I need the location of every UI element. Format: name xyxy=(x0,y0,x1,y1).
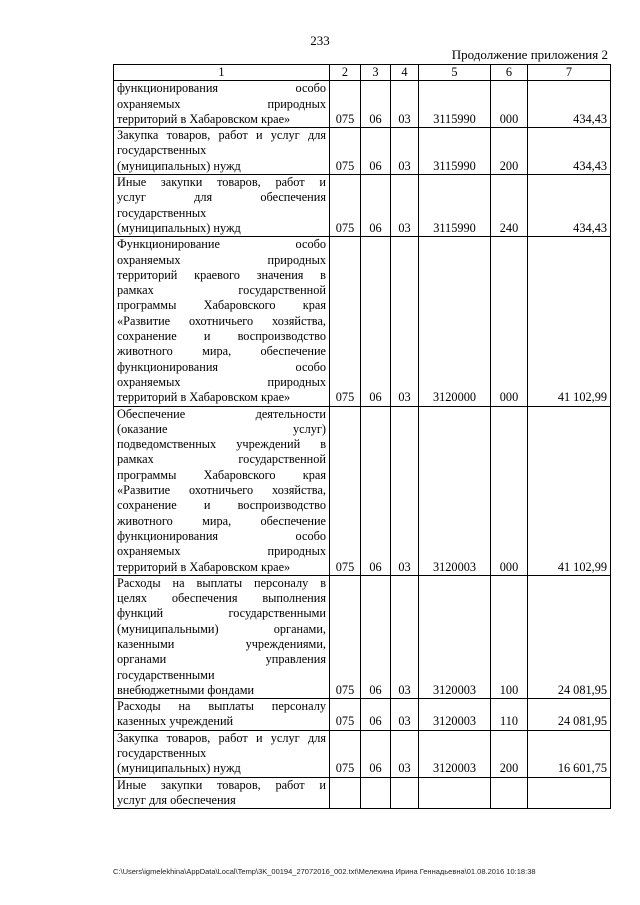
description-line: рамках государственной xyxy=(117,452,326,467)
code-admin-cell: 075 xyxy=(330,730,361,777)
code-admin-cell: 075 xyxy=(330,237,361,406)
code-expense-type-cell xyxy=(491,777,528,809)
row-description xyxy=(114,699,330,731)
code-expense-type-cell: 110 xyxy=(491,699,528,731)
code-section-cell: 06 xyxy=(361,575,391,698)
code-target-cell: 3120003 xyxy=(419,699,491,731)
code-section-cell: 06 xyxy=(361,175,391,237)
table-row xyxy=(114,575,611,698)
code-section-cell: 06 xyxy=(361,730,391,777)
code-target-cell: 3115990 xyxy=(419,128,491,175)
table-row xyxy=(114,406,611,575)
description-line: Закупка товаров, работ и услуг для xyxy=(117,128,326,143)
code-section-cell: 06 xyxy=(361,237,391,406)
table-row xyxy=(114,237,611,406)
code-section-cell: 06 xyxy=(361,81,391,128)
amount-cell: 41 102,99 xyxy=(528,406,611,575)
description-line: подведомственных учреждений в xyxy=(117,437,326,452)
code-expense-type-cell: 000 xyxy=(491,81,528,128)
description-line: государственных xyxy=(117,746,207,761)
column-header: 1 xyxy=(114,65,330,81)
description-line: (муниципальных) нужд xyxy=(117,761,241,776)
code-subsection-cell: 03 xyxy=(391,128,419,175)
code-subsection-cell: 03 xyxy=(391,175,419,237)
row-description xyxy=(114,237,330,406)
code-target-cell xyxy=(419,777,491,809)
column-header: 3 xyxy=(361,65,391,81)
table-header-row xyxy=(114,65,611,81)
code-subsection-cell: 03 xyxy=(391,730,419,777)
code-target-cell: 3120003 xyxy=(419,575,491,698)
description-line: услуг для обеспечения xyxy=(117,792,236,807)
code-expense-type-cell: 240 xyxy=(491,175,528,237)
description-line: территорий в Хабаровском крае» xyxy=(117,559,291,574)
file-path-footer: C:\Users\igmelekhina\AppData\Local\Temp\3K_00194_27072016_002.txt\Мелехина Ирина Геннадьевна\01.08.2016 10:18:38 xyxy=(113,867,536,876)
code-target-cell: 3115990 xyxy=(419,175,491,237)
table-row xyxy=(114,175,611,237)
row-description xyxy=(114,406,330,575)
amount-cell xyxy=(528,777,611,809)
description-line: казенными учреждениями, xyxy=(117,636,326,651)
column-header: 5 xyxy=(419,65,491,81)
column-header: 6 xyxy=(491,65,528,81)
description-line: услуг для обеспечения xyxy=(117,190,326,205)
budget-table xyxy=(113,64,611,809)
table-row xyxy=(114,730,611,777)
description-line: государственных xyxy=(117,205,207,220)
description-line: (оказание услуг) xyxy=(117,421,326,436)
code-target-cell: 3120003 xyxy=(419,406,491,575)
description-line: Функционирование особо xyxy=(117,237,326,252)
table-row xyxy=(114,699,611,731)
code-admin-cell xyxy=(330,777,361,809)
amount-cell: 16 601,75 xyxy=(528,730,611,777)
description-line: территорий краевого значения в xyxy=(117,267,326,282)
description-line: программы Хабаровского края xyxy=(117,298,326,313)
continuation-label: Продолжение приложения 2 xyxy=(451,47,608,62)
code-subsection-cell: 03 xyxy=(391,81,419,128)
page-number: 233 xyxy=(310,33,330,48)
description-line: функционирования особо xyxy=(117,528,326,543)
description-line: территорий в Хабаровском крае» xyxy=(117,390,291,405)
column-header: 2 xyxy=(330,65,361,81)
description-line: охраняемых природных xyxy=(117,544,326,559)
description-line: функционирования особо xyxy=(117,81,326,96)
code-admin-cell: 075 xyxy=(330,128,361,175)
code-subsection-cell xyxy=(391,777,419,809)
code-admin-cell: 075 xyxy=(330,699,361,731)
description-line: «Развитие охотничьего хозяйства, xyxy=(117,313,326,328)
row-description xyxy=(114,175,330,237)
code-subsection-cell: 03 xyxy=(391,237,419,406)
description-line: животного мира, обеспечение xyxy=(117,513,326,528)
description-line: «Развитие охотничьего хозяйства, xyxy=(117,483,326,498)
description-line: животного мира, обеспечение xyxy=(117,344,326,359)
code-subsection-cell: 03 xyxy=(391,699,419,731)
description-line: (муниципальных) нужд xyxy=(117,220,241,235)
description-line: рамках государственной xyxy=(117,283,326,298)
description-line: (муниципальными) органами, xyxy=(117,621,326,636)
description-line: охраняемых природных xyxy=(117,96,326,111)
code-expense-type-cell: 100 xyxy=(491,575,528,698)
code-subsection-cell: 03 xyxy=(391,575,419,698)
amount-cell: 41 102,99 xyxy=(528,237,611,406)
table-row xyxy=(114,128,611,175)
amount-cell: 434,43 xyxy=(528,128,611,175)
description-line: Расходы на выплаты персоналу xyxy=(117,699,326,714)
description-line: Иные закупки товаров, работ и xyxy=(117,777,326,792)
description-line: охраняемых природных xyxy=(117,252,326,267)
description-line: территорий в Хабаровском крае» xyxy=(117,111,291,126)
description-line: Обеспечение деятельности xyxy=(117,406,326,421)
code-target-cell: 3120000 xyxy=(419,237,491,406)
code-admin-cell: 075 xyxy=(330,81,361,128)
code-admin-cell: 075 xyxy=(330,575,361,698)
description-line: казенных учреждений xyxy=(117,714,234,729)
code-admin-cell: 075 xyxy=(330,175,361,237)
code-expense-type-cell: 200 xyxy=(491,128,528,175)
description-line: сохранение и воспроизводство xyxy=(117,329,326,344)
amount-cell: 24 081,95 xyxy=(528,699,611,731)
code-admin-cell: 075 xyxy=(330,406,361,575)
code-target-cell: 3120003 xyxy=(419,730,491,777)
description-line: государственных xyxy=(117,143,207,158)
row-description xyxy=(114,81,330,128)
code-expense-type-cell: 000 xyxy=(491,406,528,575)
amount-cell: 24 081,95 xyxy=(528,575,611,698)
description-line: охраняемых природных xyxy=(117,374,326,389)
description-line: функционирования особо xyxy=(117,359,326,374)
table-row xyxy=(114,81,611,128)
table-row xyxy=(114,777,611,809)
description-line: государственными xyxy=(117,667,215,682)
code-section-cell: 06 xyxy=(361,406,391,575)
code-target-cell: 3115990 xyxy=(419,81,491,128)
amount-cell: 434,43 xyxy=(528,81,611,128)
column-header: 7 xyxy=(528,65,611,81)
column-header: 4 xyxy=(391,65,419,81)
description-line: функций государственными xyxy=(117,606,326,621)
code-subsection-cell: 03 xyxy=(391,406,419,575)
description-line: целях обеспечения выполнения xyxy=(117,591,326,606)
code-section-cell: 06 xyxy=(361,128,391,175)
description-line: программы Хабаровского края xyxy=(117,467,326,482)
row-description xyxy=(114,575,330,698)
description-line: Закупка товаров, работ и услуг для xyxy=(117,730,326,745)
description-line: Иные закупки товаров, работ и xyxy=(117,175,326,190)
row-description xyxy=(114,128,330,175)
description-line: Расходы на выплаты персоналу в xyxy=(117,575,326,590)
code-section-cell xyxy=(361,777,391,809)
row-description xyxy=(114,777,330,809)
description-line: внебюджетными фондами xyxy=(117,682,255,697)
description-line: органами управления xyxy=(117,652,326,667)
row-description xyxy=(114,730,330,777)
code-expense-type-cell: 200 xyxy=(491,730,528,777)
code-section-cell: 06 xyxy=(361,699,391,731)
description-line: сохранение и воспроизводство xyxy=(117,498,326,513)
description-line: (муниципальных) нужд xyxy=(117,158,241,173)
code-expense-type-cell: 000 xyxy=(491,237,528,406)
amount-cell: 434,43 xyxy=(528,175,611,237)
